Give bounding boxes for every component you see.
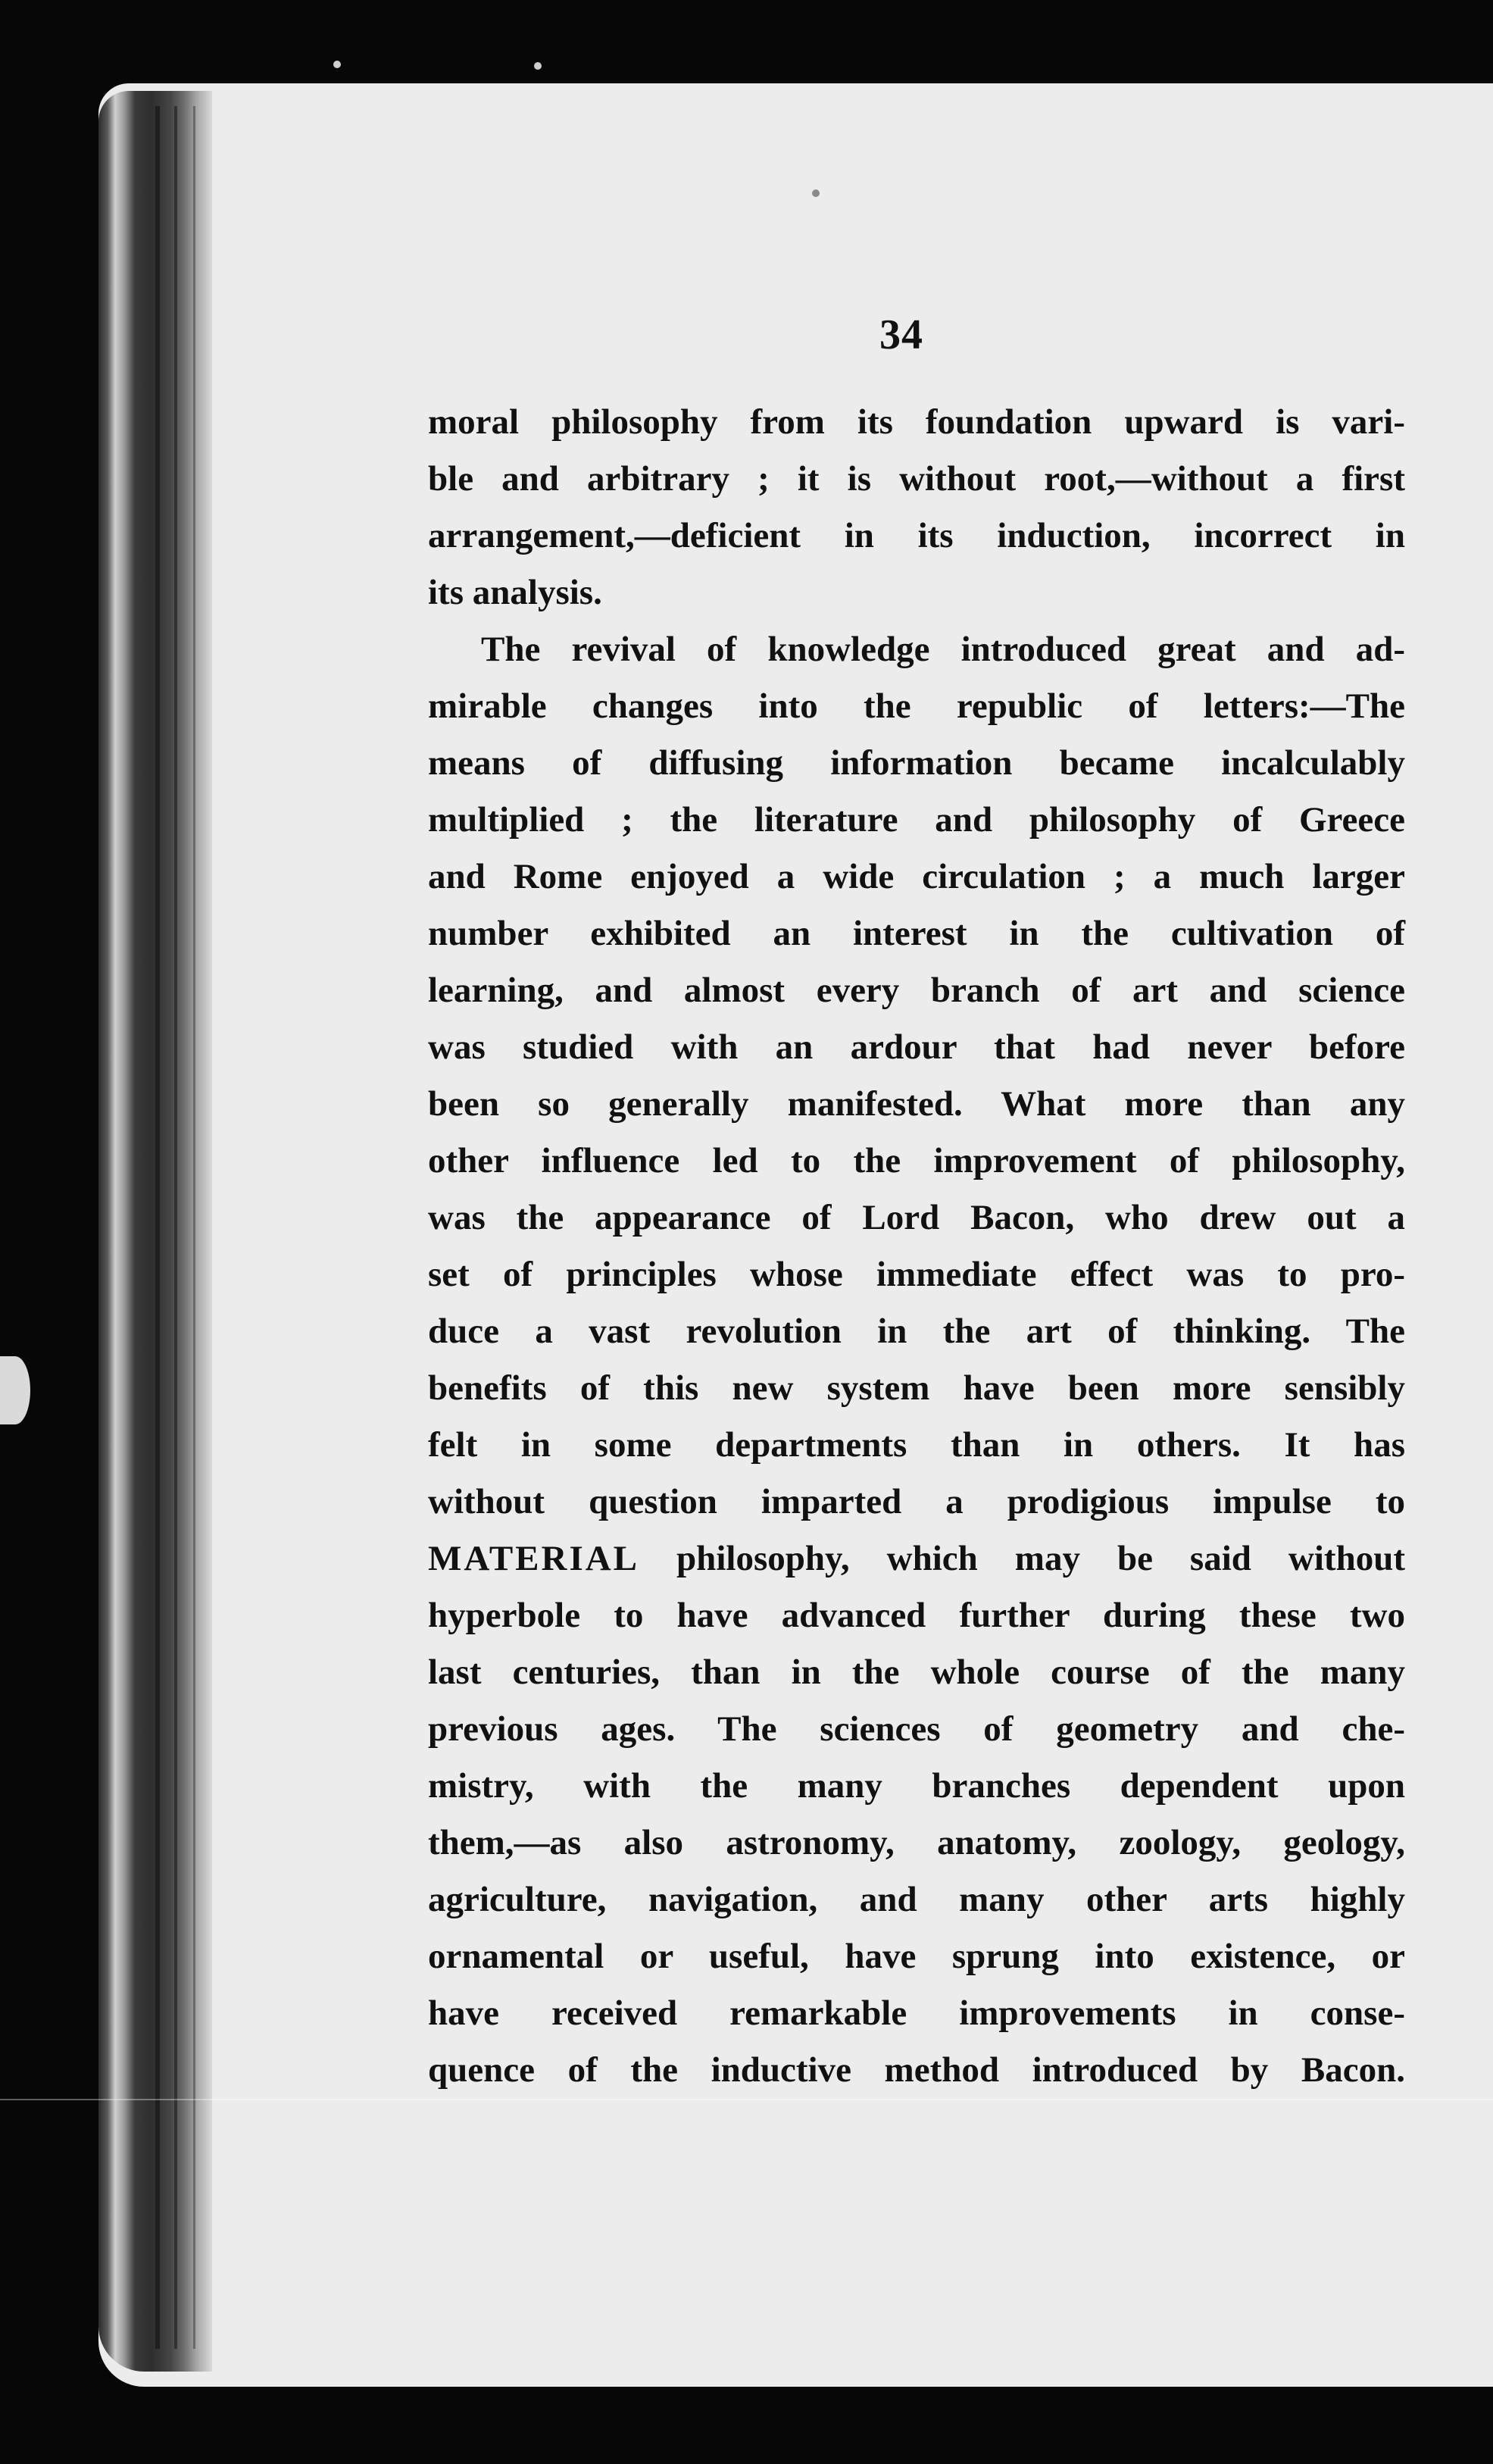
text-line: its analysis. <box>428 573 602 612</box>
text-line: previous ages. The sciences of geometry and che- <box>428 1709 1405 1749</box>
text-line: The revival of knowledge introduced great and ad- <box>481 630 1405 669</box>
text-line: been so generally manifested. What more than any <box>428 1084 1405 1124</box>
body-text <box>428 394 1405 2099</box>
text-line: agriculture, navigation, and many other arts highly <box>428 1880 1405 1919</box>
text-line: ble and arbitrary ; it is without root,—without a first <box>428 459 1405 499</box>
text-line: benefits of this new system have been more sensibly <box>428 1368 1405 1408</box>
text-line: and Rome enjoyed a wide circulation ; a much larger <box>428 857 1405 896</box>
text-line: set of principles whose immediate effect was to pro- <box>428 1255 1405 1294</box>
text-line-rest: philosophy, which may be said without <box>676 1539 1406 1578</box>
page-number: 34 <box>879 311 923 358</box>
text-line: them,—as also astronomy, anatomy, zoology, geology, <box>428 1823 1405 1862</box>
text-line <box>428 1531 1405 1587</box>
text-line: moral philosophy from its foundation upward is vari- <box>428 402 1405 442</box>
text-line: number exhibited an interest in the cultivation of <box>428 914 1405 953</box>
paragraph <box>428 394 1405 621</box>
text-line: mistry, with the many branches dependent upon <box>428 1766 1405 1806</box>
text-line: ornamental or useful, have sprung into existence, or <box>428 1937 1405 1976</box>
text-line: arrangement,—deficient in its induction, incorrect in <box>428 516 1405 555</box>
text-line: last centuries, than in the whole course of the many <box>428 1653 1405 1692</box>
text-line: duce a vast revolution in the art of thinking. The <box>428 1312 1405 1351</box>
text-line: multiplied ; the literature and philosophy of Greece <box>428 800 1405 840</box>
text-line: without question imparted a prodigious impulse to <box>428 1482 1405 1521</box>
text-line: was the appearance of Lord Bacon, who drew out a <box>428 1198 1405 1237</box>
text-line: have received remarkable improvements in conse- <box>428 1993 1405 2033</box>
text-line: other influence led to the improvement of philosophy, <box>428 1141 1405 1180</box>
smallcaps-word: MATERIAL <box>428 1539 640 1578</box>
text-line: mirable changes into the republic of letters:—The <box>428 686 1405 726</box>
text-line: means of diffusing information became incalculably <box>428 743 1405 783</box>
text-line: was studied with an ardour that had never before <box>428 1027 1405 1067</box>
text-line: hyperbole to have advanced further during these two <box>428 1596 1405 1635</box>
text-line: quence of the inductive method introduced by Bacon. <box>428 2050 1405 2090</box>
text-line: learning, and almost every branch of art and science <box>428 971 1405 1010</box>
text-line: felt in some departments than in others. It has <box>428 1425 1405 1465</box>
paragraph <box>428 621 1405 2099</box>
